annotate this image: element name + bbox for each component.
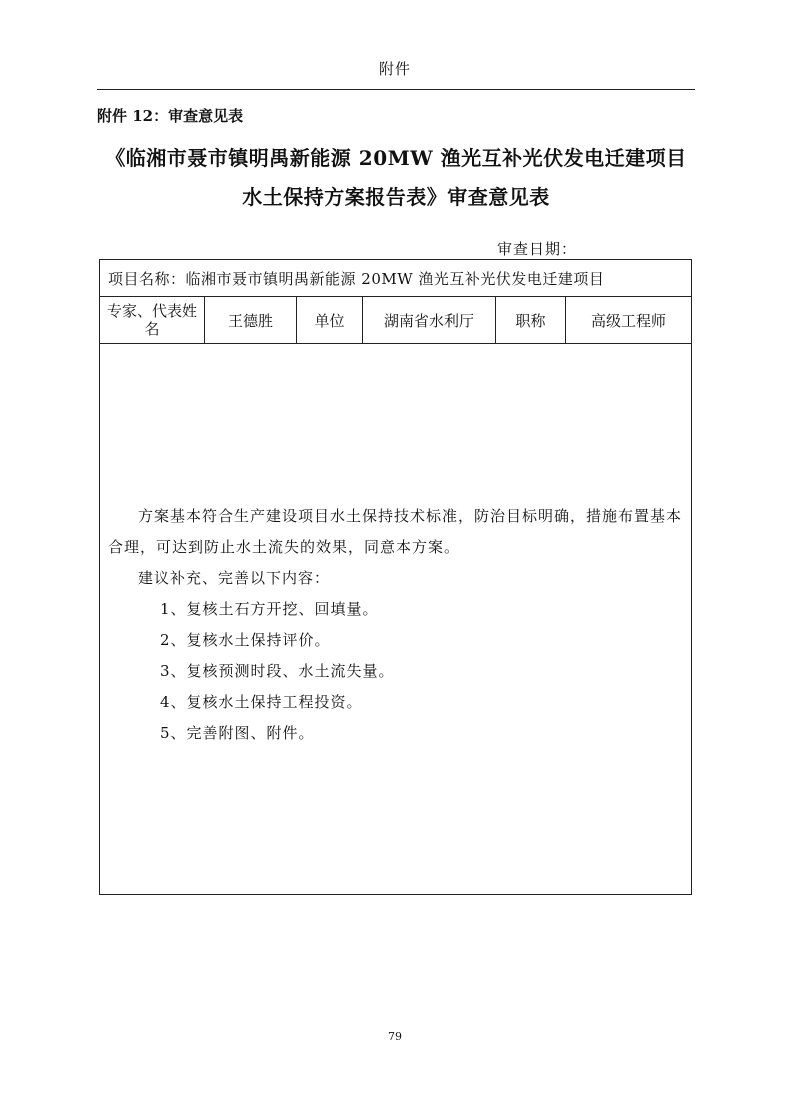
suggestion-item: 2、复核水土保持评价。 <box>160 631 331 649</box>
opinion-body <box>100 489 691 749</box>
page-header-title: 附件 <box>378 60 411 78</box>
suggestion-item: 5、完善附图、附件。 <box>160 724 315 742</box>
opinion-row <box>100 344 692 895</box>
project-name-row <box>100 260 692 297</box>
suggestion-intro: 建议补充、完善以下内容： <box>138 569 331 587</box>
attachment-label: 附件 12：审查意见表 <box>97 107 244 125</box>
expert-name-value: 王德胜 <box>205 297 297 344</box>
job-title-value: 高级工程师 <box>566 297 692 344</box>
expert-info-row <box>100 297 692 344</box>
project-name-cell: 项目名称：临湘市聂市镇明禺新能源 20MW 渔光互补光伏发电迁建项目 <box>100 260 692 297</box>
review-date-label: 审查日期： <box>497 240 578 258</box>
page-number: 79 <box>388 1030 402 1043</box>
unit-value: 湖南省水利厅 <box>363 297 496 344</box>
document-title-line-1: 《临湘市聂市镇明禺新能源 20MW 渔光互补光伏发电迁建项目 <box>105 146 687 170</box>
header-divider <box>97 89 695 90</box>
opinion-cell <box>100 344 692 895</box>
review-opinion-table <box>99 259 692 895</box>
suggestion-item: 4、复核水土保持工程投资。 <box>160 693 363 711</box>
suggestion-item: 3、复核预测时段、水土流失量。 <box>160 662 395 680</box>
job-title-label: 职称 <box>496 297 566 344</box>
document-title-line-2: 水土保持方案报告表》审查意见表 <box>242 185 550 209</box>
unit-label: 单位 <box>297 297 363 344</box>
expert-name-label: 专家、代表姓名 <box>100 297 205 344</box>
opinion-summary: 方案基本符合生产建设项目水土保持技术标准，防治目标明确，措施布置基本合理，可达到防止水土流失的效果，同意本方案。 <box>108 507 683 556</box>
suggestion-item: 1、复核土石方开挖、回填量。 <box>160 600 379 618</box>
